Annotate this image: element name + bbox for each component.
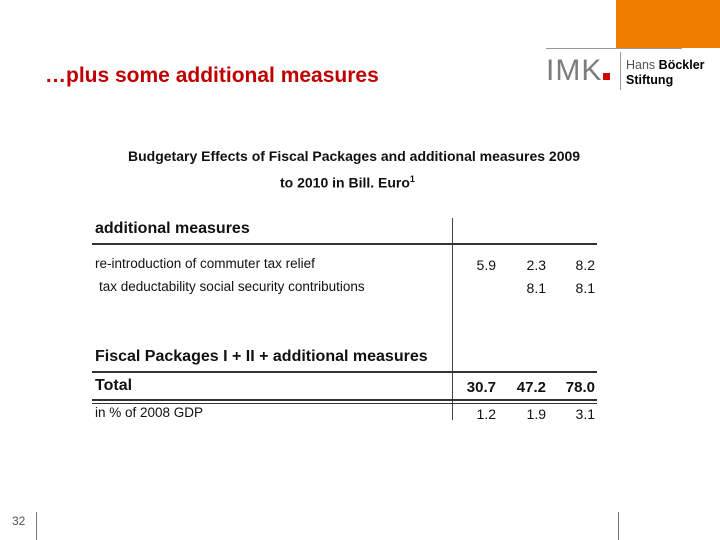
table-cell-total: 8.2: [575, 257, 595, 273]
total-cell-total: 78.0: [565, 379, 595, 396]
table-cell-2009: 5.9: [476, 257, 496, 273]
logo-separator: [620, 52, 621, 90]
table-row-label: re-introduction of commuter tax relief: [95, 256, 315, 271]
total-cell-2009: 30.7: [466, 379, 496, 396]
section-title-fiscal-packages: Fiscal Packages I + II + additional measures: [95, 348, 428, 365]
hans-boeckler-logo: [626, 58, 705, 88]
table-cell-2010: 2.3: [526, 257, 546, 273]
gdp-cell-2010: 1.9: [526, 406, 546, 422]
table-row-label: tax deductability social security contributions: [99, 279, 365, 294]
imk-logo-dot: [603, 73, 610, 80]
page-number: 32: [12, 514, 26, 528]
double-rule-bottom: [92, 403, 597, 404]
table-caption-line2: [280, 174, 415, 191]
table-cell-total: 8.1: [575, 280, 595, 296]
table-caption-footnote: 1: [409, 174, 415, 184]
section-title-additional-measures: additional measures: [95, 220, 250, 237]
section-rule: [92, 371, 597, 373]
imk-logo-text: IMK: [546, 54, 603, 87]
table-cell-2010: 8.1: [526, 280, 546, 296]
orange-corner-block: [616, 0, 720, 48]
header-rule: [546, 48, 682, 49]
footer-divider-right: [618, 512, 619, 540]
gdp-cell-total: 3.1: [575, 406, 595, 422]
hbs-hans: Hans: [626, 58, 656, 72]
total-cell-2010: 47.2: [516, 379, 546, 396]
imk-logo: [546, 56, 610, 86]
gdp-cell-2009: 1.2: [476, 406, 496, 422]
total-row-label: Total: [95, 377, 133, 394]
table-caption-line1: Budgetary Effects of Fiscal Packages and additional measures 2009: [128, 148, 581, 164]
slide-title: …plus some additional measures: [45, 64, 379, 87]
hbs-boeckler: Böckler: [658, 58, 705, 72]
table-column-divider: [452, 218, 453, 420]
section-rule: [92, 243, 597, 245]
table-caption-line2-text: to 2010 in Bill. Euro: [280, 174, 410, 191]
hbs-stiftung: Stiftung: [626, 73, 674, 87]
double-rule-top: [92, 399, 597, 401]
gdp-row-label: in % of 2008 GDP: [95, 405, 204, 420]
footer-divider-left: [36, 512, 37, 540]
